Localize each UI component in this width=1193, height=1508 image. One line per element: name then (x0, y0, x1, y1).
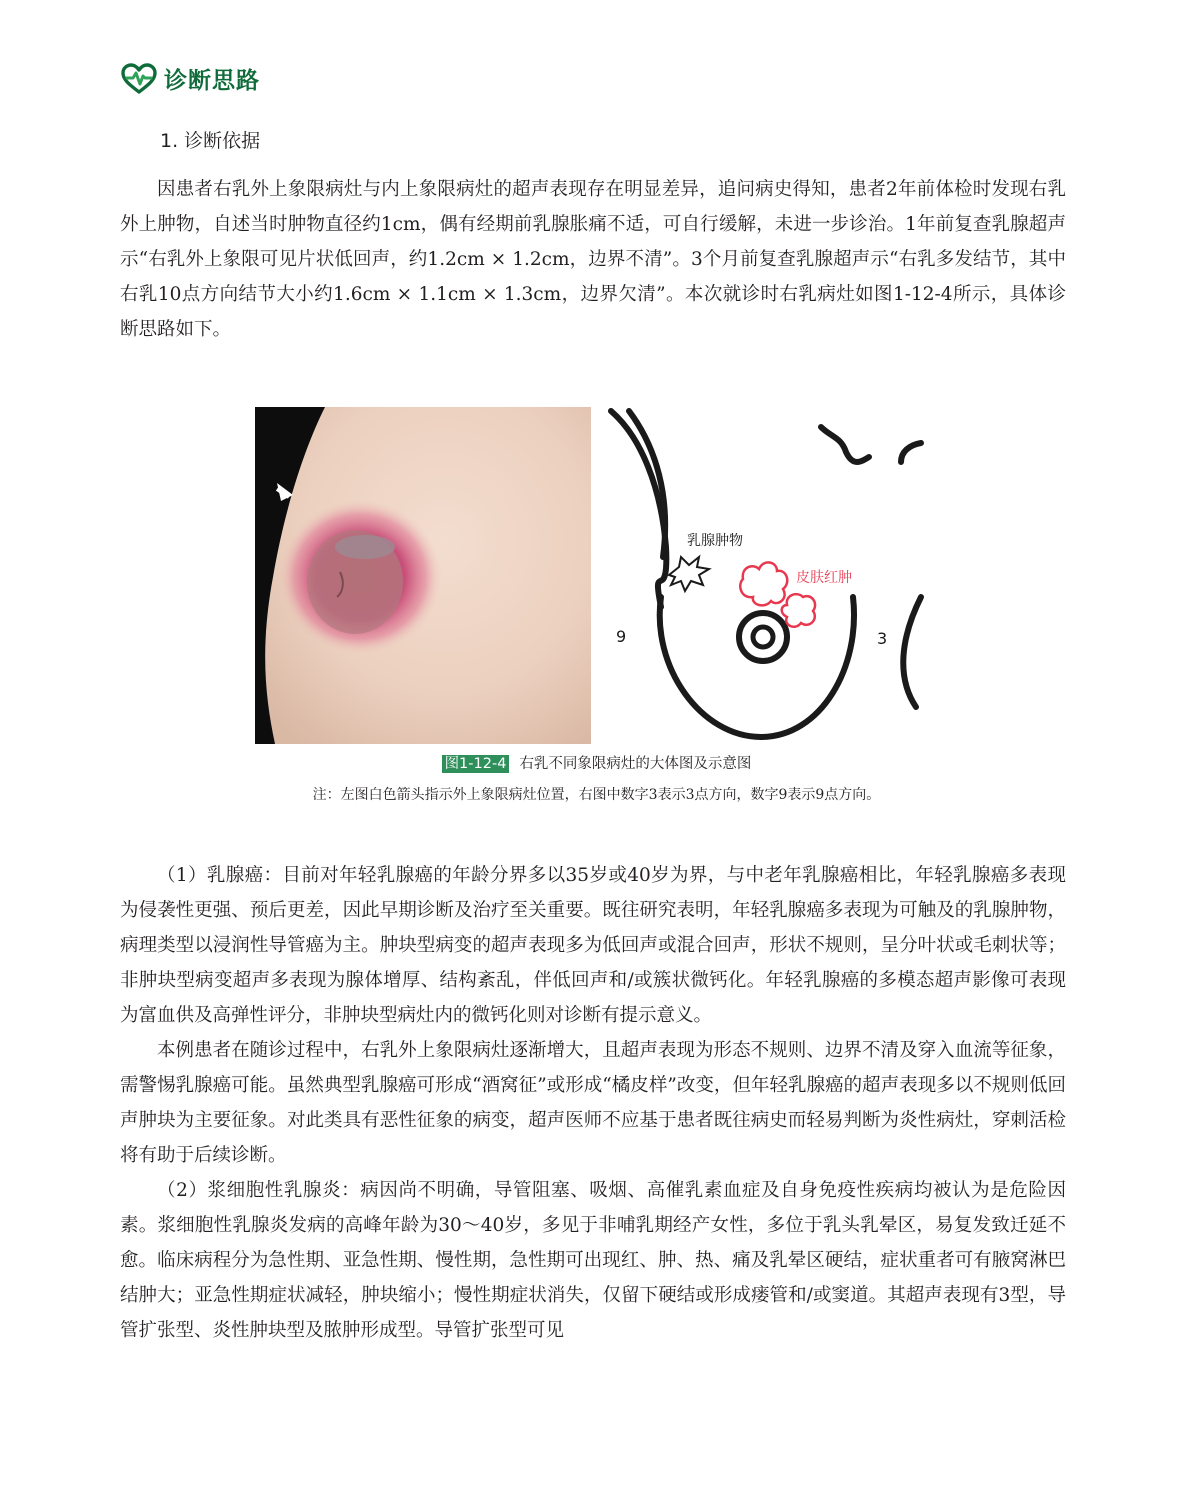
paragraph-plasma-cell-mastitis: （2）浆细胞性乳腺炎：病因尚不明确，导管阻塞、吸烟、高催乳素血症及自身免疫性疾病均被认为是危险因素。浆细胞性乳腺炎发病的高峰年龄为30～40岁，多见于非哺乳期经产女性，多位于乳头乳晕区，易复发致迁延不愈。临床病程分为急性期、亚急性期、慢性期，急性期可出现红、肿、热、痛及乳晕区硬结，症状重者可有腋窝淋巴结肿大；亚急性期症状减轻，肿块缩小；慢性期症状消失，仅留下硬结或形成瘘管和/或窦道。其超声表现有3型，导管扩张型、炎性肿块型及脓肿形成型。导管扩张型可见 (120, 1180, 1066, 1341)
label-redness: 皮肤红肿 (796, 570, 852, 586)
breast-schematic (591, 407, 929, 744)
breast-photo (255, 407, 591, 744)
paragraph-case-discussion: 本例患者在随诊过程中，右乳外上象限病灶逐渐增大，且超声表现为形态不规则、边界不清及穿入血流等征象，需警惕乳腺癌可能。虽然典型乳腺癌可形成“酒窝征”或形成“橘皮样”改变，但年轻乳腺癌的超声表现多以不规则低回声肿块为主要征象。对此类具有恶性征象的病变，超声医师不应基于患者既往病史而轻易判断为炎性病灶，穿刺活检将有助于后续诊断。 (120, 1040, 1066, 1166)
subheading: 1. 诊断依据 (160, 130, 261, 152)
label-three-oclock: 3 (877, 629, 888, 648)
figure (255, 407, 929, 744)
diagnosis-body (120, 858, 1066, 1348)
paragraph-breast-cancer: （1）乳腺癌：目前对年轻乳腺癌的年龄分界多以35岁或40岁为界，与中老年乳腺癌相比，年轻乳腺癌多表现为侵袭性更强、预后更差，因此早期诊断及治疗至关重要。既往研究表明，年轻乳腺癌多表现为可触及的乳腺肿物，病理类型以浸润性导管癌为主。肿块型病变的超声表现多为低回声或混合回声，形状不规则，呈分叶状或毛刺状等；非肿块型病变超声多表现为腺体增厚、结构紊乱，伴低回声和/或簇状微钙化。年轻乳腺癌的多模态超声影像可表现为富血供及高弹性评分，非肿块型病灶内的微钙化则对诊断有提示意义。 (120, 865, 1066, 1026)
figure-caption-text: 右乳不同象限病灶的大体图及示意图 (519, 756, 752, 772)
section-header (120, 62, 260, 95)
paragraph-history: 因患者右乳外上象限病灶与内上象限病灶的超声表现存在明显差异，追问病史得知，患者2年前体检时发现右乳外上肿物，自述当时肿物直径约1cm，偶有经期前乳腺胀痛不适，可自行缓解，未进一步诊治。1年前复查乳腺超声示“右乳外上象限可见片状低回声，约1.2cm × 1.2cm，边界不清”。3个月前复查乳腺超声示“右乳多发结节，其中右乳10点方向结节大小约1.6cm × 1.1cm × 1.3cm，边界欠清”。本次就诊时右乳病灶如图1-12-4所示，具体诊断思路如下。 (120, 179, 1066, 340)
figure-caption (0, 752, 1193, 773)
section-title: 诊断思路 (164, 68, 260, 94)
figure-note: 注：左图白色箭头指示外上象限病灶位置，右图中数字3表示3点方向，数字9表示9点方向。 (312, 787, 881, 803)
heart-pulse-icon (120, 63, 158, 95)
figure-number: 图1-12-4 (442, 755, 510, 773)
label-mass: 乳腺肿物 (687, 533, 743, 549)
mass-starburst-icon (669, 557, 709, 591)
label-nine-oclock: 9 (616, 627, 627, 646)
nipple-target-icon (739, 613, 787, 661)
